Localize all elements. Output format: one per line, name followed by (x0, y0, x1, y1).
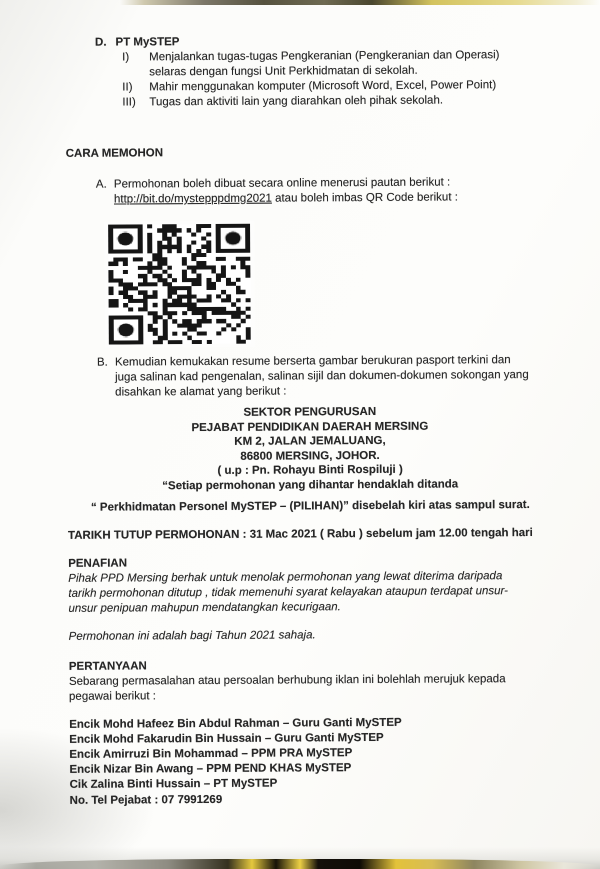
address-line: “Setiap permohonan yang dihantar hendaklah ditanda (162, 477, 459, 492)
list-item (122, 93, 550, 111)
contact-officer: Encik Amirruzi Bin Mohammad – PPM PRA MySTEP (69, 747, 353, 761)
address-line: KM 2, JALAN JEMALUANG, (234, 434, 386, 448)
pertanyaan-body: Sebarang permasalahan atau persoalan berhubung iklan ini bolehlah merujuk kepada pegawai berikut : (68, 673, 506, 703)
list-item-text: Mahir menggunakan komputer (Microsoft Word, Excel, Power Point) (149, 79, 497, 94)
penafian-heading: PENAFIAN (68, 557, 128, 570)
list-item-text: Menjalankan tugas-tugas Pengkeranian (Pengkeranian dan Operasi) selaras dengan fungsi Unit Perkhidmatan di sekolah. (149, 49, 500, 79)
contact-officer: Encik Mohd Hafeez Bin Abdul Rahman – Guru Ganti MySTEP (69, 716, 402, 731)
item-b-label: B. (96, 356, 108, 369)
list-item (122, 78, 550, 96)
pertanyaan-heading: PERTANYAAN (68, 660, 147, 673)
photo-bottom-stripe (0, 859, 600, 869)
application-deadline: TARIKH TUTUP PERMOHONAN : 31 Mac 2021 ( Rabu ) sebelum jam 12.00 tengah hari (67, 526, 533, 542)
item-a (96, 175, 551, 208)
item-a-text: Permohonan boleh dibuat secara online menerusi pautan berikut : (113, 176, 451, 191)
contact-officers-list (69, 715, 554, 793)
list-item (122, 48, 550, 81)
section-d-title: PT MySTEP (115, 36, 180, 49)
application-url-link[interactable]: http://bit.do/mystepppdmg2021 (113, 192, 272, 206)
contact-officer: Cik Zalina Binti Hussain – PT MySTEP (69, 777, 278, 791)
contact-officer: Encik Mohd Fakarudin Bin Hussain – Guru Ganti MySTEP (69, 731, 384, 746)
address-line: PEJABAT PENDIDIKAN DAERAH MERSING (191, 420, 429, 434)
list-item-text: Tugas dan aktiviti lain yang diarahkan oleh pihak sekolah. (149, 94, 444, 109)
contact-officer: Encik Nizar Bin Awang – PPM PEND KHAS MySTEP (69, 762, 352, 776)
section-d-label: D. (94, 36, 107, 49)
address-line: 86800 MERSING, JOHOR. (240, 449, 380, 463)
qr-code (104, 221, 255, 348)
address-line: ( u.p : Pn. Rohayu Binti Rospiluji ) (217, 463, 403, 477)
list-item-number: III) (122, 96, 136, 109)
qr-code-image (108, 224, 251, 345)
list-item-number: I) (122, 51, 130, 64)
address-line: SEKTOR PENGURUSAN (243, 405, 377, 419)
office-phone-number: No. Tel Pejabat : 07 7991269 (69, 793, 223, 807)
envelope-marking-note: “ Perkhidmatan Personel MySTEP – (PILIHAN)” disebelah kiri atas sampul surat. (90, 499, 530, 514)
section-d (95, 33, 550, 111)
item-b (97, 353, 552, 401)
mailing-address-block (67, 404, 553, 494)
item-a-after-link: atau boleh imbas QR Code berikut : (271, 191, 458, 205)
penafian-note: Permohonan ini adalah bagi Tahun 2021 sahaja. (68, 629, 316, 643)
list-item-number: II) (122, 81, 133, 94)
penafian-body: Pihak PPD Mersing berhak untuk menolak permohonan yang lewat diterima daripada tarikh permohonan ditutup , tidak memenuhi syarat kelayakan ataupun terdapat unsur-unsur penipuan mahupun mendatangkan kecurigaan. (68, 570, 509, 615)
item-b-text: Kemudian kemukakan resume berserta gambar berukuran pasport terkini dan juga salinan kad pengenalan, salinan sijil dan dokumen-dokumen sokongan yang disahkan ke alamat yang berikut : (114, 354, 529, 399)
item-a-label: A. (95, 178, 107, 191)
cara-memohon-heading: CARA MEMOHON (65, 147, 164, 160)
